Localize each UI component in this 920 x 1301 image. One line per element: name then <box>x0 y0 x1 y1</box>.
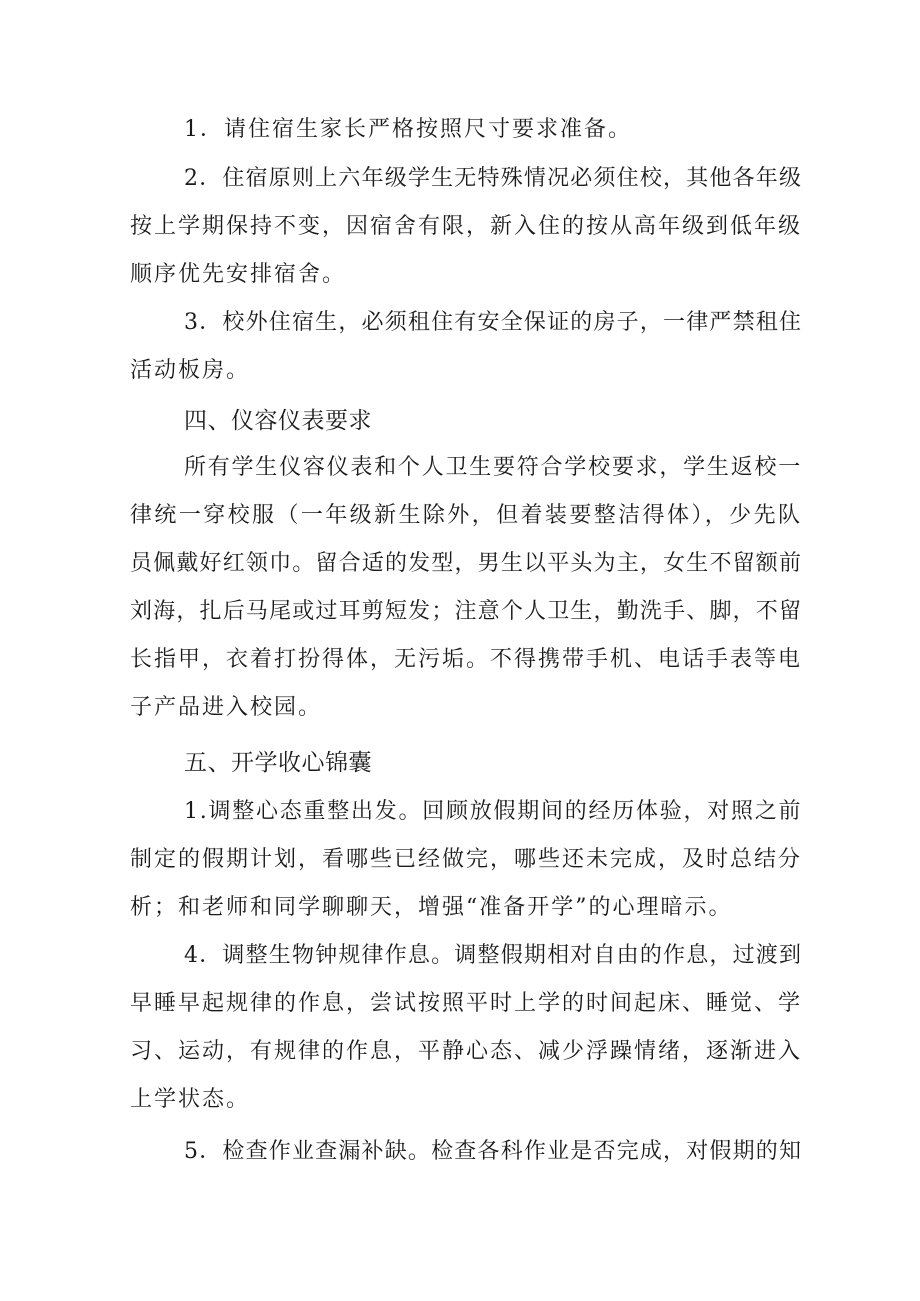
paragraph-appearance <box>130 444 802 732</box>
paragraph-schedule <box>130 932 802 1124</box>
text-line: 长指甲，衣着打扮得体，无污垢。不得携带手机、电话手表等电 <box>130 647 803 672</box>
text-line: 顺序优先安排宿舍。 <box>130 262 347 287</box>
paragraph-dorm-size <box>130 106 802 154</box>
section-heading-tips: 五、开学收心锦囊 <box>184 750 372 776</box>
text-line: 所有学生仪容仪表和个人卫生要符合学校要求，学生返校一 <box>184 455 802 480</box>
text-line: 5．检查作业查漏补缺。检查各科作业是否完成，对假期的知 <box>184 1139 802 1164</box>
text-line: 4．调整生物钟规律作息。调整假期相对自由的作息，过渡到 <box>184 943 802 968</box>
paragraph-mindset <box>130 788 802 932</box>
paragraph-offcampus <box>130 299 802 395</box>
text-line: 刘海，扎后马尾或过耳剪短发；注意个人卫生，勤洗手、脚，不留 <box>130 599 802 624</box>
text-line: 2．住宿原则上六年级学生无特殊情况必须住校，其他各年级 <box>184 166 802 191</box>
text-line: 3．校外住宿生，必须租住有安全保证的房子，一律严禁租住 <box>184 310 802 335</box>
paragraph-dorm-principle <box>130 155 802 299</box>
text-line: 子产品进入校园。 <box>130 695 323 720</box>
section-heading-appearance: 四、仪容仪表要求 <box>184 408 372 434</box>
text-line: 制定的假期计划，看哪些已经做完，哪些还未完成，及时总结分 <box>130 847 803 872</box>
text-line: 活动板房。 <box>130 358 251 383</box>
text-line: 习、运动，有规律的作息，平静心态、减少浮躁情绪，逐渐进入 <box>130 1039 803 1064</box>
paragraph-homework <box>130 1128 802 1176</box>
text-line: 早睡早起规律的作息，尝试按照平时上学的时间起床、睡觉、学 <box>130 991 803 1016</box>
text-line: 1.调整心态重整出发。回顾放假期间的经历体验，对照之前 <box>184 799 803 824</box>
text-line: 律统一穿校服（一年级新生除外，但着装要整洁得体），少先队 <box>130 503 802 528</box>
text-line: 上学状态。 <box>130 1087 251 1112</box>
text-line: 员佩戴好红领巾。留合适的发型，男生以平头为主，女生不留额前 <box>130 551 802 576</box>
text-line: 按上学期保持不变，因宿舍有限，新入住的按从高年级到低年级 <box>130 214 803 239</box>
text-line: 1．请住宿生家长严格按照尺寸要求准备。 <box>184 117 632 142</box>
text-line: 析；和老师和同学聊聊天，增强“准备开学”的心理暗示。 <box>130 895 733 920</box>
